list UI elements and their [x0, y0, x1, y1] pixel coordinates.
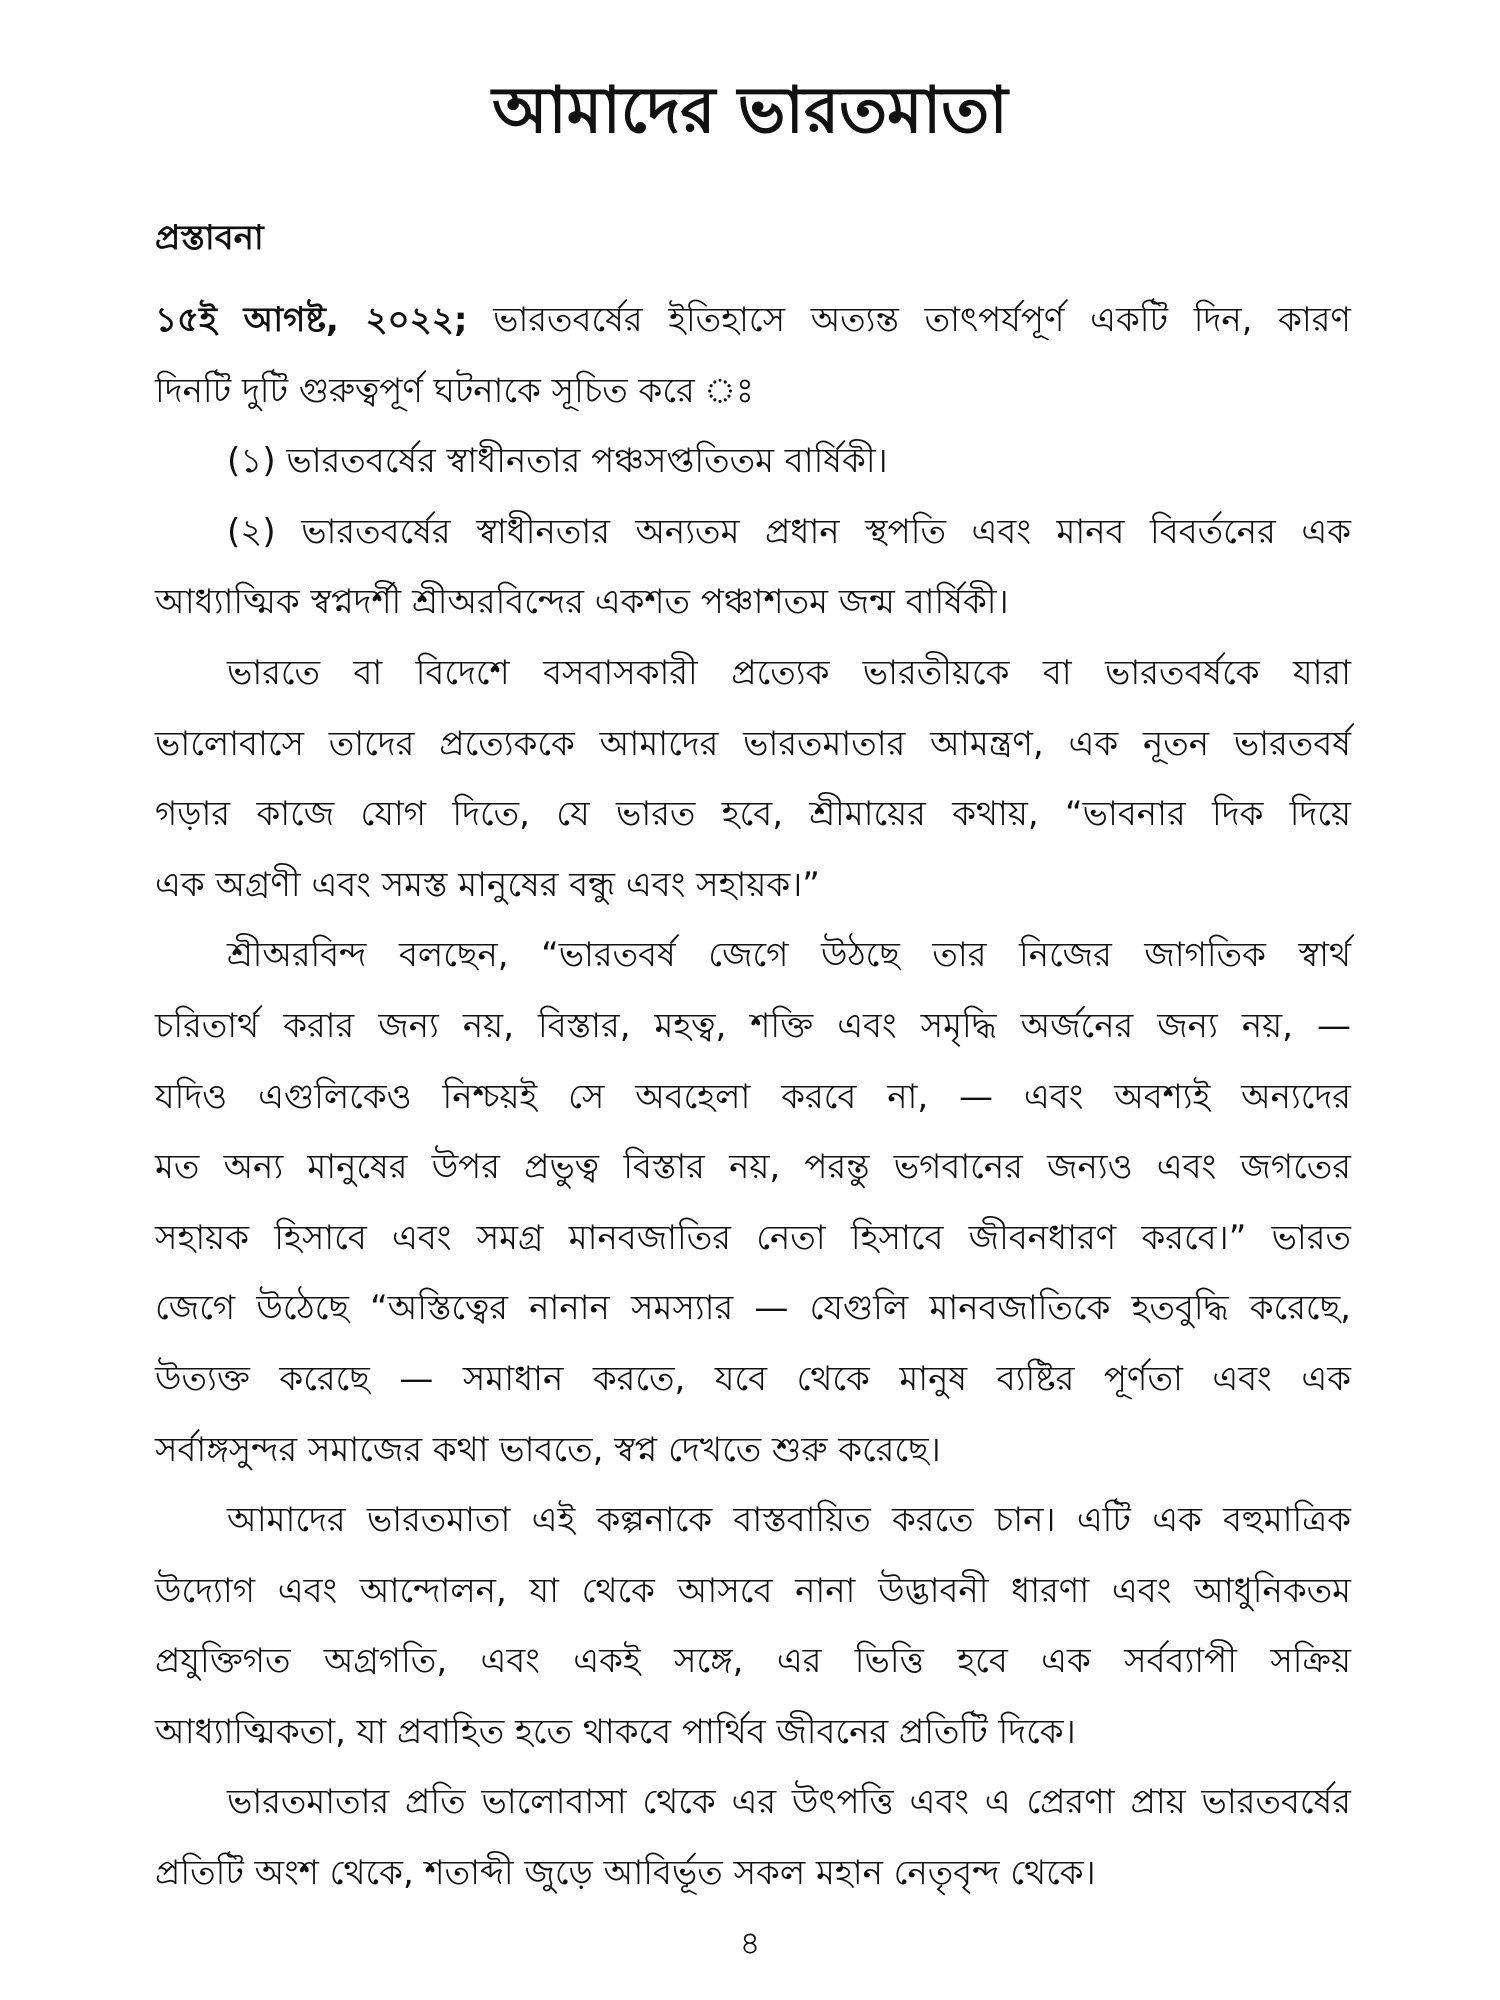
date-emphasis: ১৫ই আগষ্ট, ২০২২; [155, 300, 468, 340]
text-line-content: এক অগ্রণী এবং সমস্ত মানুষের বন্ধু এবং সহায়ক।” [155, 864, 820, 905]
text-line-content: চরিতার্থ করার জন্য নয়, বিস্তার, মহত্ব, শক্তি এবং সমৃদ্ধি অর্জনের জন্য নয়, — [155, 1005, 1351, 1046]
text-line [155, 638, 1351, 709]
body-text [155, 285, 1351, 1909]
text-line-content: সর্বাঙ্গসুন্দর সমাজের কথা ভাবতে, স্বপ্ন দেখতে শুরু করেছে। [155, 1429, 941, 1470]
text-line [155, 779, 1351, 850]
text-line [155, 567, 1351, 638]
text-line-content: মত অন্য মানুষের উপর প্রভুত্ব বিস্তার নয়, পরন্তু ভগবানের জন্যও এবং জগতের [155, 1147, 1351, 1188]
text-line [155, 1344, 1351, 1415]
text-line [155, 1838, 1351, 1909]
text-line-content: আধ্যাত্মিকতা, যা প্রবাহিত হতে থাকবে পার্থিব জীবনের প্রতিটি দিকে। [155, 1711, 1076, 1752]
text-line-content: দিনটি দুটি গুরুত্বপূর্ণ ঘটনাকে সূচিত করে ঃ [155, 370, 755, 411]
text-line [155, 1697, 1351, 1768]
text-line [155, 1556, 1351, 1627]
text-line [155, 709, 1351, 780]
text-line-content: শ্রীঅরবিন্দ বলছেন, “ভারতবর্ষ জেগে উঠছে তার নিজের জাগতিক স্বার্থ [227, 935, 1351, 976]
text-line [155, 1485, 1351, 1556]
text-line [155, 1767, 1351, 1838]
text-line [155, 1415, 1351, 1486]
text-line [155, 285, 1351, 356]
text-line-content: প্রতিটি অংশ থেকে, শতাব্দী জুড়ে আবির্ভূত সকল মহান নেতৃবৃন্দ থেকে। [155, 1853, 1096, 1894]
text-line-content: যদিও এগুলিকেও নিশ্চয়ই সে অবহেলা করবে না, — এবং অবশ্যই অন্যদের [155, 1076, 1351, 1117]
text-line-content: ভারতে বা বিদেশে বসবাসকারী প্রত্যেক ভারতীয়কে বা ভারতবর্ষকে যারা [227, 652, 1351, 693]
text-line-content: (২) ভারতবর্ষের স্বাধীনতার অন্যতম প্রধান স্থপতি এবং মানব বিবর্তনের এক [227, 511, 1351, 552]
text-line [155, 920, 1351, 991]
text-line [155, 850, 1351, 921]
text-line-content: উত্যক্ত করেছে — সমাধান করতে, যবে থেকে মানুষ ব্যষ্টির পূর্ণতা এবং এক [155, 1358, 1351, 1399]
text-line [155, 1626, 1351, 1697]
page-number: ৪ [739, 1924, 761, 1962]
text-line-content: ভারতমাতার প্রতি ভালোবাসা থেকে এর উৎপত্তি এবং এ প্রেরণা প্রায় ভারতবর্ষের [227, 1782, 1351, 1823]
text-line-content: ভারতবর্ষের ইতিহাসে অত্যন্ত তাৎপর্যপূর্ণ একটি দিন, কারণ [467, 300, 1351, 340]
section-heading: প্রস্তাবনা [155, 218, 264, 258]
text-line-content: আমাদের ভারতমাতা এই কল্পনাকে বাস্তবায়িত করতে চান। এটি এক বহুমাত্রিক [227, 1500, 1351, 1541]
text-line [155, 1062, 1351, 1133]
text-line-content: জেগে উঠেছে “অস্তিত্বের নানান সমস্যার — যেগুলি মানবজাতিকে হতবুদ্ধি করেছে, [155, 1288, 1351, 1329]
page-title: আমাদের ভারতমাতা [492, 74, 1008, 148]
text-line [155, 426, 1351, 497]
text-line [155, 991, 1351, 1062]
text-line-content: ভালোবাসে তাদের প্রত্যেককে আমাদের ভারতমাতার আমন্ত্রণ, এক নূতন ভারতবর্ষ [155, 723, 1351, 764]
text-line-content: (১) ভারতবর্ষের স্বাধীনতার পঞ্চসপ্ততিতম বার্ষিকী। [227, 441, 888, 482]
text-line [155, 1203, 1351, 1274]
text-line-content: সহায়ক হিসাবে এবং সমগ্র মানবজাতির নেতা হিসাবে জীবনধারণ করবে।” ভারত [155, 1217, 1351, 1258]
text-line [155, 1132, 1351, 1203]
text-line-content: উদ্যোগ এবং আন্দোলন, যা থেকে আসবে নানা উদ্ভাবনী ধারণা এবং আধুনিকতম [155, 1570, 1351, 1611]
text-line-content: প্রযুক্তিগত অগ্রগতি, এবং একই সঙ্গে, এর ভিত্তি হবে এক সর্বব্যাপী সক্রিয় [155, 1641, 1351, 1682]
text-line [155, 497, 1351, 568]
text-line-content: গড়ার কাজে যোগ দিতে, যে ভারত হবে, শ্রীমায়ের কথায়, “ভাবনার দিক দিয়ে [155, 794, 1351, 835]
text-line-content: আধ্যাত্মিক স্বপ্নদর্শী শ্রীঅরবিন্দের একশত পঞ্চাশতম জন্ম বার্ষিকী। [155, 582, 1009, 623]
text-line [155, 356, 1351, 427]
text-line [155, 1273, 1351, 1344]
